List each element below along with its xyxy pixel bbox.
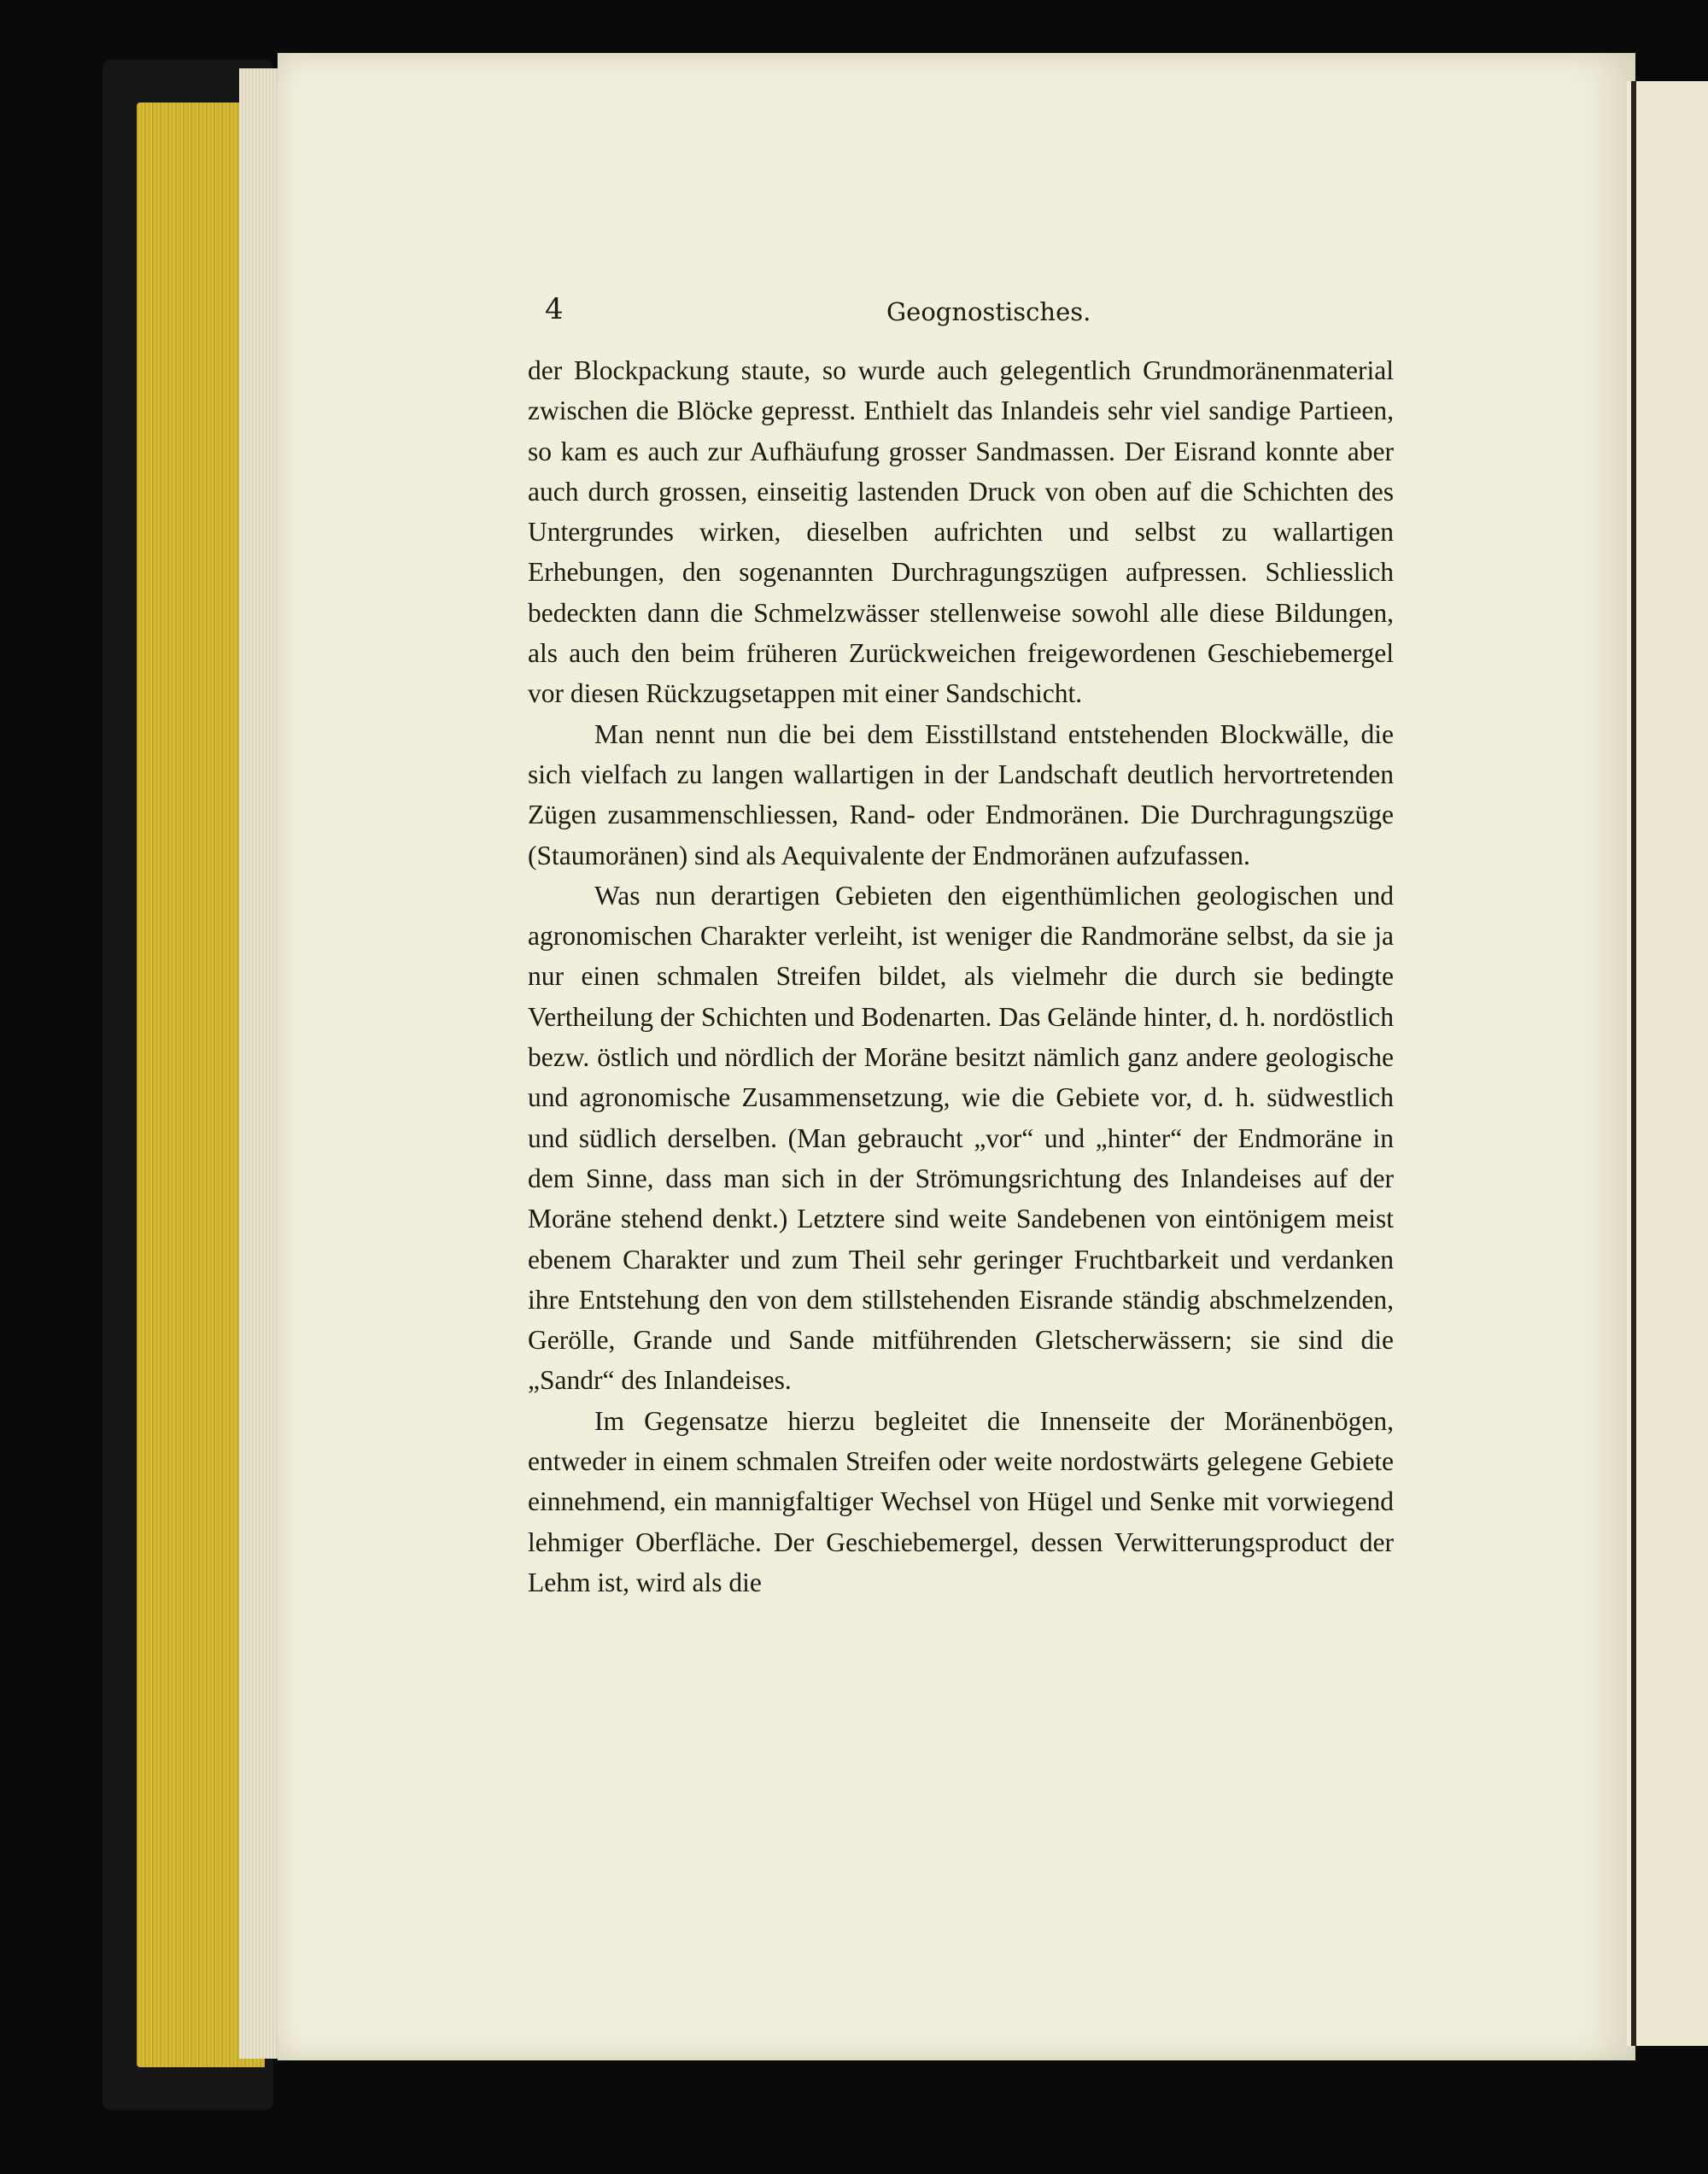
paragraph: Im Gegensatze hierzu begleitet die Innenseite der Moränenbögen, entweder in einem schmalen Streifen oder weite nordostwärts gelegene Gebiete einnehmend, ein mannigfaltiger Wechsel von Hügel und Senke mit vorwiegend lehmiger Oberfläche. Der Geschiebemergel, dessen Verwitterungsproduct der Lehm ist, wird als die — [528, 1405, 1394, 1597]
paragraph: Man nennt nun die bei dem Eisstillstand entstehenden Blockwälle, die sich vielfach zu langen wallartigen in der Landschaft deutlich hervortretenden Zügen zusammenschliessen, Rand- oder Endmoränen. Die Durchragungszüge (Staumoränen) sind als Aequivalente der Endmoränen aufzufassen. — [528, 718, 1394, 870]
page-header — [545, 292, 1399, 335]
page-stack-edges — [239, 68, 282, 2059]
page-body — [528, 350, 1394, 1603]
binding-gutter — [1631, 81, 1636, 2046]
paragraph: Was nun derartigen Gebieten den eigenthümlichen geologischen und agronomischen Charakter verleiht, ist weniger die Randmoräne selbst, da sie ja nur einen schmalen Streifen bildet, als vielmehr die durch sie bedingte Vertheilung der Schichten und Bodenarten. Das Gelände hinter, d. h. nordöstlich bezw. östlich und nördlich der Moräne besitzt nämlich ganz andere geologische und agronomische Zusammensetzung, wie die Gebiete vor, d. h. südwestlich und südlich derselben. (Man gebraucht „vor“ und „hinter“ der Endmoräne in dem Sinne, dass man sich in der Strömungsrichtung des Inlandeises auf der Moräne stehend denkt.) Letztere sind weite Sandebenen von eintönigem meist ebenem Charakter und zum Theil sehr geringer Fruchtbarkeit und verdanken ihre Entstehung den von dem stillstehenden Eisrande ständig abschmelzenden, Gerölle, Grande und Sande mitführenden Gletscherwässern; sie sind die „Sandr“ des Inlandeises. — [528, 880, 1394, 1396]
page-number: 4 — [545, 292, 564, 326]
facing-page-edge — [1627, 81, 1708, 2046]
paragraph: der Blockpackung staute, so wurde auch gelegentlich Grundmoränenmaterial zwischen die Blöcke gepresst. Enthielt das Inlandeis sehr viel sandige Partieen, so kam es auch zur Aufhäufung grosser Sandmassen. Der Eisrand konnte aber auch durch grossen, einseitig lastenden Druck von oben auf die Schichten des Untergrundes wirken, dieselben aufrichten und selbst zu wallartigen Erhebungen, den sogenannten Durchragungszügen aufpressen. Schliesslich bedeckten dann die Schmelzwässer stellenweise sowohl alle diese Bildungen, als auch den beim früheren Zurückweichen freigewordenen Geschiebemergel vor diesen Rückzugsetappen mit einer Sandschicht. — [528, 355, 1394, 709]
running-head: Geognostisches. — [886, 297, 1091, 326]
